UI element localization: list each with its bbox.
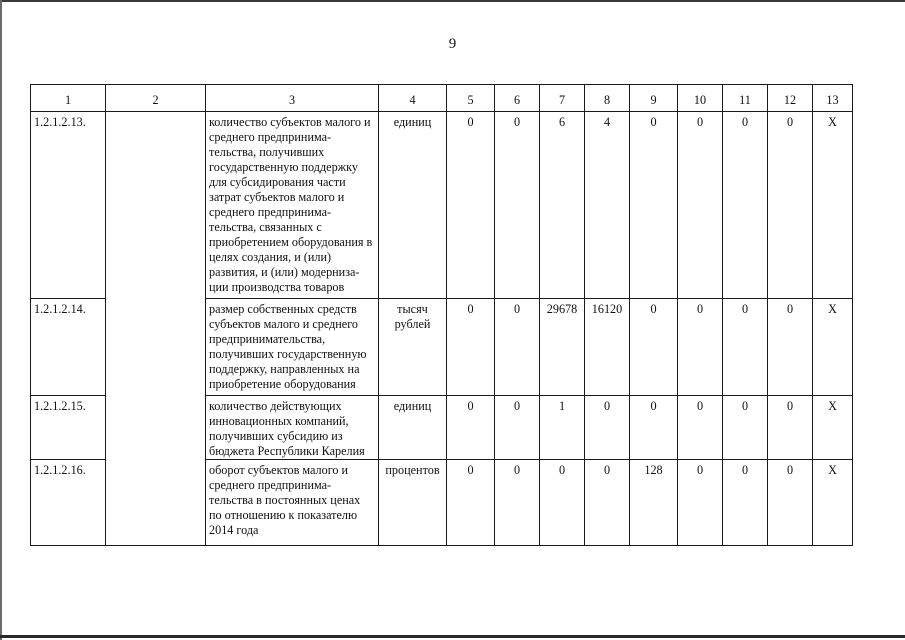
- column-header: 2: [106, 85, 206, 112]
- row-unit: единиц: [379, 396, 447, 460]
- row-unit: тысяч рублей: [379, 299, 447, 396]
- row-code: 1.2.1.2.15.: [31, 396, 106, 460]
- column-header: 4: [379, 85, 447, 112]
- value-cell: 0: [585, 460, 630, 546]
- value-cell: 0: [630, 299, 678, 396]
- column-header: 8: [585, 85, 630, 112]
- column-header: 3: [206, 85, 379, 112]
- table-header-row: [31, 85, 853, 112]
- value-cell: 0: [630, 396, 678, 460]
- row-code: 1.2.1.2.16.: [31, 460, 106, 546]
- column-header: 10: [678, 85, 723, 112]
- value-cell: 4: [585, 112, 630, 299]
- value-cell: 0: [768, 460, 813, 546]
- value-cell: 0: [495, 112, 540, 299]
- value-cell: 29678: [540, 299, 585, 396]
- value-cell: 0: [495, 299, 540, 396]
- value-cell: 0: [447, 299, 495, 396]
- value-cell: 16120: [585, 299, 630, 396]
- value-cell: X: [813, 112, 853, 299]
- column-2-merged-cell: [106, 112, 206, 546]
- value-cell: 0: [540, 460, 585, 546]
- value-cell: 0: [495, 460, 540, 546]
- indicators-table: [30, 84, 853, 546]
- value-cell: 0: [678, 112, 723, 299]
- value-cell: 128: [630, 460, 678, 546]
- value-cell: 0: [723, 112, 768, 299]
- row-description: оборот субъектов малого и среднего предпринима-тельства в постоянных ценах по отношению к показателю 2014 года: [206, 460, 379, 546]
- row-description: количество субъектов малого и среднего предпринима-тельства, получивших государственную поддержку для субсидирования части затрат субъектов малого и среднего предпринима-тельства, связанных с приобретением оборудования в целях создания, и (или) развития, и (или) модерниза-ции производства товаров: [206, 112, 379, 299]
- value-cell: 0: [768, 396, 813, 460]
- value-cell: X: [813, 299, 853, 396]
- value-cell: 6: [540, 112, 585, 299]
- scan-edge-bottom: [0, 635, 905, 638]
- column-header: 12: [768, 85, 813, 112]
- value-cell: 0: [630, 112, 678, 299]
- column-header: 9: [630, 85, 678, 112]
- row-unit: единиц: [379, 112, 447, 299]
- row-description: количество действующих инновационных компаний, получивших субсидию из бюджета Республики Карелия: [206, 396, 379, 460]
- row-unit: процентов: [379, 460, 447, 546]
- row-code: 1.2.1.2.13.: [31, 112, 106, 299]
- value-cell: 0: [585, 396, 630, 460]
- value-cell: 0: [768, 112, 813, 299]
- value-cell: 0: [447, 112, 495, 299]
- value-cell: X: [813, 460, 853, 546]
- value-cell: 0: [768, 299, 813, 396]
- column-header: 7: [540, 85, 585, 112]
- value-cell: 0: [723, 460, 768, 546]
- column-header: 6: [495, 85, 540, 112]
- value-cell: X: [813, 396, 853, 460]
- value-cell: 0: [447, 396, 495, 460]
- table-row: [31, 112, 853, 299]
- row-description: размер собственных средств субъектов малого и среднего предпринимательства, получивших государственную поддержку, направленных на приобретение оборудования: [206, 299, 379, 396]
- value-cell: 0: [678, 299, 723, 396]
- column-header: 13: [813, 85, 853, 112]
- value-cell: 0: [447, 460, 495, 546]
- value-cell: 0: [678, 396, 723, 460]
- column-header: 11: [723, 85, 768, 112]
- page-number: 9: [448, 36, 457, 52]
- scan-edge-left: [0, 0, 2, 640]
- value-cell: 0: [723, 299, 768, 396]
- scan-edge-top: [0, 0, 905, 2]
- value-cell: 0: [678, 460, 723, 546]
- column-header: 5: [447, 85, 495, 112]
- value-cell: 0: [723, 396, 768, 460]
- row-code: 1.2.1.2.14.: [31, 299, 106, 396]
- column-header: 1: [31, 85, 106, 112]
- value-cell: 0: [495, 396, 540, 460]
- value-cell: 1: [540, 396, 585, 460]
